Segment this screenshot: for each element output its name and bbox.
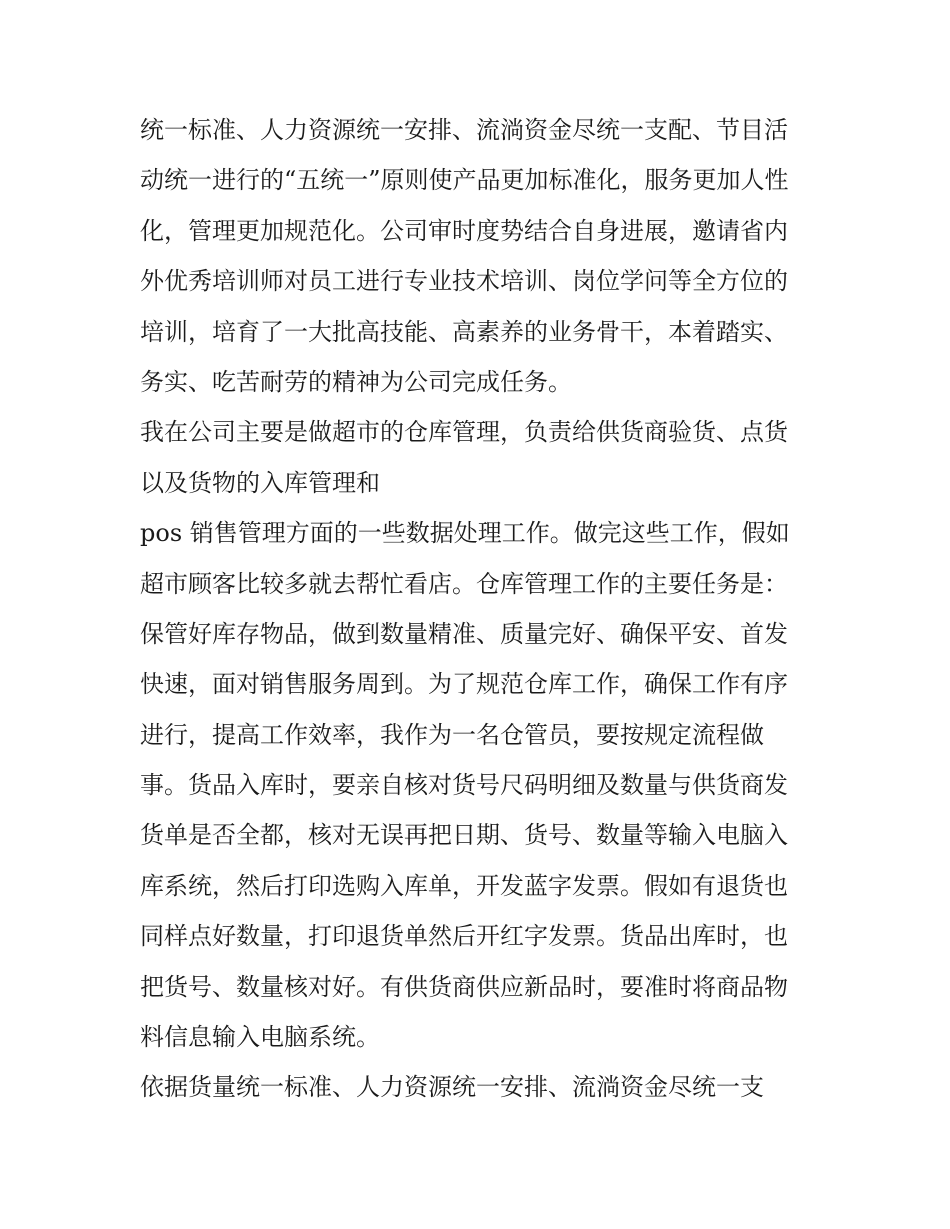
text-line: 把货号、数量核对好。有供货商供应新品时，要准时将商品物 (140, 972, 788, 1001)
text-line: pos 销售管理方面的一些数据处理工作。做完这些工作，假如 (140, 519, 790, 548)
text-line: 化，管理更加规范化。公司审时度势结合自身进展，邀请省内 (140, 216, 788, 245)
text-line: 外优秀培训师对员工进行专业技术培训、岗位学问等全方位的 (140, 267, 788, 296)
text-line: 料信息输入电脑系统。 (140, 1023, 380, 1052)
text-line: 超市顾客比较多就去帮忙看店。仓库管理工作的主要任务是： (140, 569, 788, 598)
text-line: 进行，提高工作效率，我作为一名仓管员，要按规定流程做 (140, 720, 764, 749)
text-line: 保管好库存物品，做到数量精准、质量完好、确保平安、首发 (140, 619, 788, 648)
text-line: 事。货品入库时，要亲自核对货号尺码明细及数量与供货商发 (140, 771, 788, 800)
text-line: 务实、吃苦耐劳的精神为公司完成任务。 (140, 367, 572, 396)
text-line: 快速，面对销售服务周到。为了规范仓库工作，确保工作有序 (140, 670, 788, 699)
text-line: 统一标准、人力资源统一安排、流淌资金尽统一支配、节目活 (140, 116, 788, 144)
text-line: 以及货物的入库管理和 (140, 468, 380, 497)
text-line: 库系统，然后打印选购入库单，开发蓝字发票。假如有退货也 (140, 871, 788, 900)
text-line: 同样点好数量，打印退货单然后开红字发票。货品出库时，也 (140, 922, 788, 951)
text-line: 我在公司主要是做超市的仓库管理，负责给供货商验货、点货 (140, 418, 788, 447)
body-text (140, 105, 820, 1113)
text-line: 动统一进行的“五统一”原则使产品更加标准化，服务更加人性 (140, 166, 789, 195)
text-line: 培训，培育了一大批高技能、高素养的业务骨干，本着踏实、 (140, 317, 788, 346)
text-line: 依据货量统一标准、人力资源统一安排、流淌资金尽统一支 (140, 1073, 764, 1102)
text-line: 货单是否全都，核对无误再把日期、货号、数量等输入电脑入 (140, 821, 788, 850)
